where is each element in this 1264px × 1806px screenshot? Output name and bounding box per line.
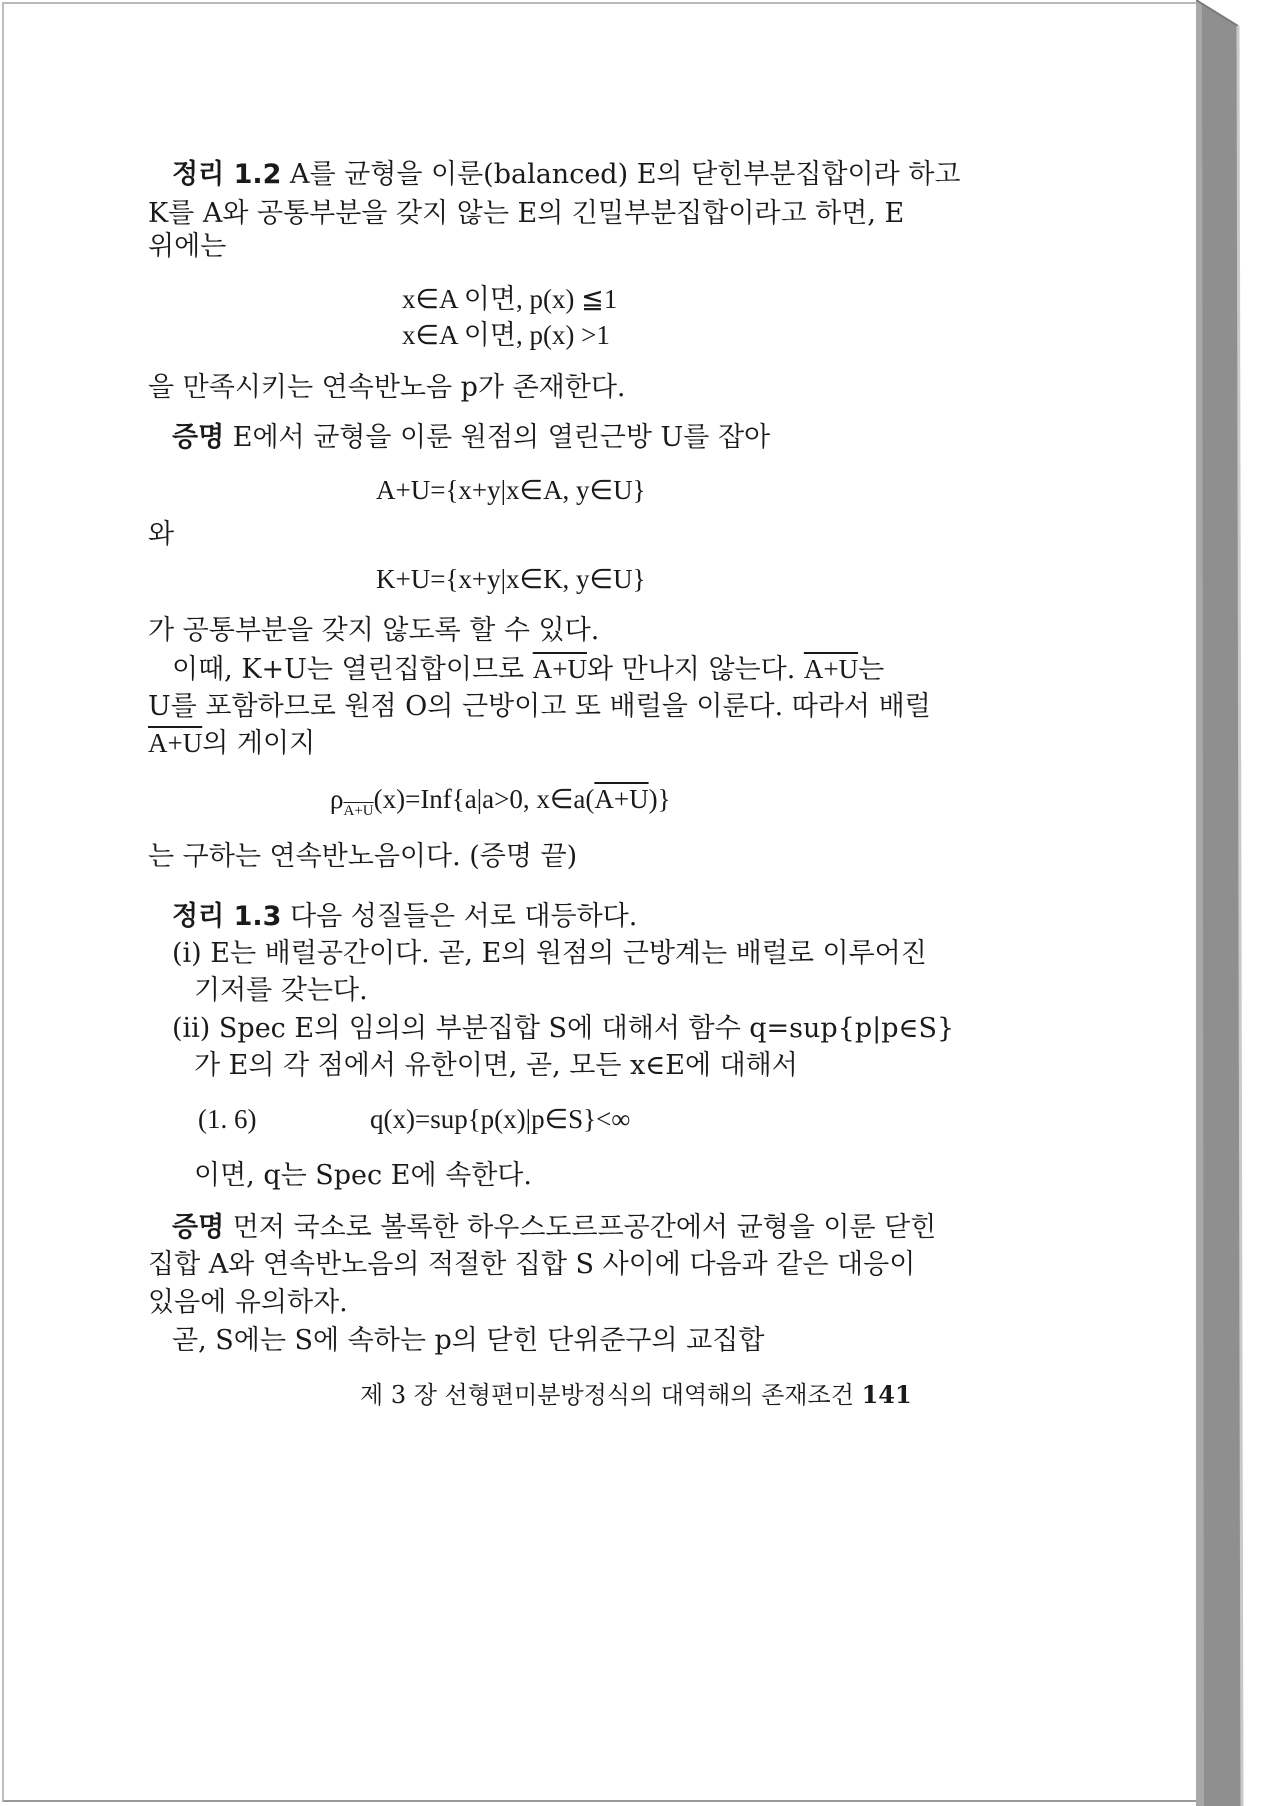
equation-part: )}: [648, 784, 671, 814]
gauge-subscript: A+U: [343, 803, 374, 819]
proof-text-line: [172, 652, 884, 687]
proof-text: 가 공통부분을 갖지 않도록 할 수 있다.: [148, 615, 600, 646]
display-condition: x∈A 이면, p(x) ≦1: [402, 284, 618, 314]
theorem-text: 을 만족시키는 연속반노음 p가 존재한다.: [148, 372, 626, 403]
theorem-item: 기저를 갖는다.: [194, 975, 368, 1006]
proof-text: U를 포함하므로 원점 O의 근방이고 또 배럴을 이룬다. 따라서 배럴: [148, 691, 931, 722]
proof-first-line: [172, 1211, 936, 1245]
page-stack-edge: [1196, 0, 1264, 1806]
theorem-1-2-first-line: [172, 158, 960, 192]
closure-expression: A+U: [532, 654, 587, 684]
theorem-item: (i) E는 배럴공간이다. 곧, E의 원점의 근방계는 배럴로 이루어진: [172, 938, 927, 969]
theorem-item: 이면, q는 Spec E에 속한다.: [194, 1160, 532, 1191]
display-condition: x∈A 이면, p(x) >1: [402, 320, 610, 350]
gauge-equation: [330, 782, 671, 828]
chapter-title: 제 3 장 선형편미분방정식의 대역해의 존재조건: [360, 1381, 854, 1409]
proof-text: E에서 균형을 이룬 원점의 열린근방 U를 잡아: [232, 422, 771, 453]
proof-text: 먼저 국소로 볼록한 하우스도르프공간에서 균형을 이룬 닫힌: [232, 1212, 937, 1243]
theorem-1-3-first-line: [172, 900, 637, 934]
display-equation: A+U={x+y|x∈A, y∈U}: [376, 475, 646, 505]
proof-first-line: [172, 421, 770, 455]
page-number: 141: [861, 1380, 912, 1409]
book-page: [2, 2, 1200, 1802]
proof-text: 있음에 유의하자.: [148, 1287, 348, 1318]
theorem-text: K를 A와 공통부분을 갖지 않는 E의 긴밀부분집합이라고 하면, E: [148, 198, 905, 229]
proof-text: 집합 A와 연속반노음의 적절한 집합 S 사이에 다음과 같은 대응이: [148, 1249, 916, 1280]
proof-text: 는 구하는 연속반노음이다. (증명 끝): [148, 841, 578, 872]
theorem-label: 정리 1.2: [172, 159, 282, 190]
display-equation: q(x)=sup{p(x)|p∈S}<∞: [370, 1104, 631, 1134]
proof-label: 증명: [172, 422, 225, 453]
theorem-item: (ii) Spec E의 임의의 부분집합 S에 대해서 함수 q=sup{p|p∈S}: [172, 1013, 955, 1044]
equation-part: (x)=Inf{a|a>0, x∈a(: [373, 784, 595, 814]
proof-text: 이때, K+U는 열린집합이므로: [172, 654, 525, 685]
gauge-symbol: ρ: [330, 784, 344, 814]
closure-expression: A+U: [594, 784, 649, 814]
closure-expression: A+U: [148, 728, 203, 758]
proof-label: 증명: [172, 1212, 225, 1243]
proof-text: 곧, S에는 S에 속하는 p의 닫힌 단위준구의 교집합: [172, 1325, 765, 1356]
proof-text: 의 게이지: [202, 728, 316, 759]
proof-text: 와: [148, 519, 175, 550]
theorem-label: 정리 1.3: [172, 901, 282, 932]
proof-text-line: [148, 726, 315, 761]
proof-text: 와 만나지 않는다.: [586, 654, 796, 685]
equation-number: (1. 6): [198, 1104, 257, 1134]
theorem-text: 다음 성질들은 서로 대등하다.: [290, 901, 638, 932]
display-equation: K+U={x+y|x∈K, y∈U}: [376, 564, 646, 594]
theorem-text: 위에는: [148, 231, 227, 262]
theorem-text: A를 균형을 이룬(balanced) E의 닫힌부분집합이라 하고: [290, 159, 961, 190]
theorem-item: 가 E의 각 점에서 유한이면, 곧, 모든 x∈E에 대해서: [194, 1050, 798, 1081]
closure-expression: A+U: [803, 654, 859, 684]
proof-text: 는: [858, 654, 885, 685]
running-footer: [360, 1378, 912, 1412]
